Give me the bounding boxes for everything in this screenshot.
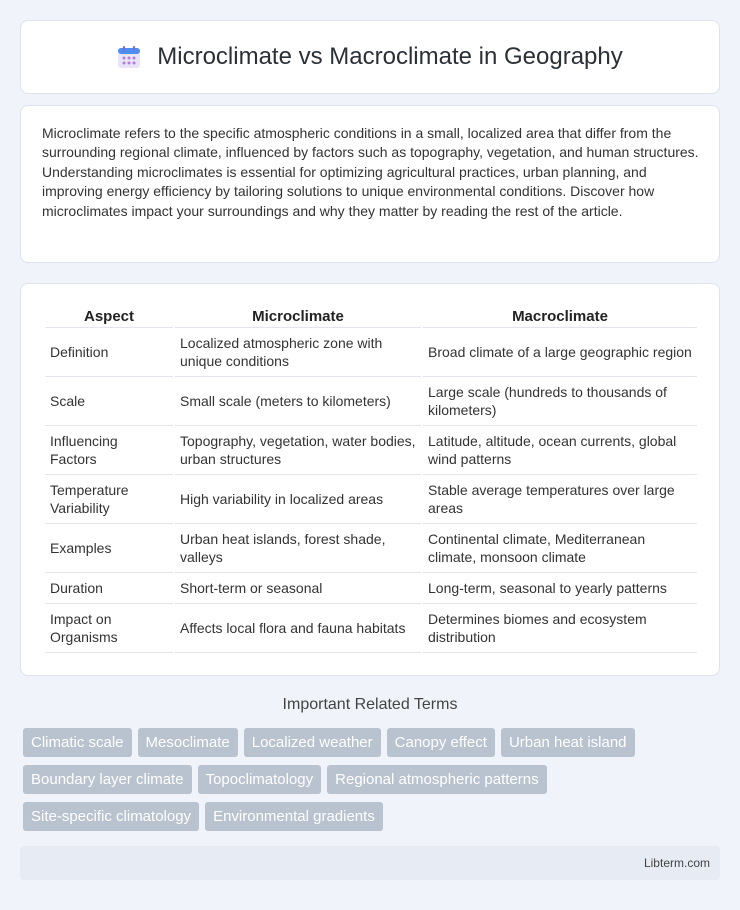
footer-site-link[interactable]: Libterm.com (643, 856, 710, 870)
tag-link[interactable]: Regional atmospheric patterns (327, 765, 546, 794)
related-terms-title: Important Related Terms (282, 696, 458, 713)
tag-link[interactable]: Topoclimatology (198, 765, 322, 794)
table-cell: Large scale (hundreds to thousands of kilometers) (423, 377, 697, 426)
column-header-macroclimate: Macroclimate (423, 304, 697, 328)
table-row (45, 524, 697, 573)
intro-text: Microclimate refers to the specific atmospheric conditions in a small, localized area that differ from the surrounding regional climate, influenced by factors such as topography, vegetation, and human structures. Understanding microclimates is essential for optimizing agricultural practices, urban planning, and improving energy efficiency by tailoring solutions to unique environmental conditions. Discover how microclimates impact your surroundings and why they matter by reading the rest of the article. (42, 125, 699, 219)
tag-row (23, 728, 723, 757)
tag-link[interactable]: Climatic scale (23, 728, 132, 757)
tag-link[interactable]: Boundary layer climate (23, 765, 192, 794)
table-cell: Affects local flora and fauna habitats (175, 604, 421, 653)
table-cell: Impact on Organisms (45, 604, 173, 653)
tag-link[interactable]: Site-specific climatology (23, 802, 199, 831)
table-cell: Duration (45, 573, 173, 604)
tag-link[interactable]: Environmental gradients (205, 802, 383, 831)
table-cell: Continental climate, Mediterranean climate, monsoon climate (423, 524, 697, 573)
table-row (45, 377, 697, 426)
tag-link[interactable]: Canopy effect (387, 728, 495, 757)
tag-row (23, 802, 723, 831)
table-cell: Localized atmospheric zone with unique conditions (175, 328, 421, 377)
table-header-row (45, 304, 697, 328)
tag-row (23, 765, 723, 794)
intro-card (20, 105, 720, 263)
table-cell: High variability in localized areas (175, 475, 421, 524)
table-row (45, 573, 697, 604)
related-terms-tags (23, 728, 723, 839)
table-cell: Temperature Variability (45, 475, 173, 524)
table-cell: Latitude, altitude, ocean currents, global wind patterns (423, 426, 697, 475)
calendar-icon (117, 45, 141, 69)
table-cell: Urban heat islands, forest shade, valleys (175, 524, 421, 573)
table-cell: Scale (45, 377, 173, 426)
column-header-aspect: Aspect (45, 304, 173, 328)
table-row (45, 475, 697, 524)
table-row (45, 426, 697, 475)
tag-link[interactable]: Localized weather (244, 728, 381, 757)
table-cell: Definition (45, 328, 173, 377)
page-title: Microclimate vs Macroclimate in Geography (157, 43, 623, 70)
comparison-table (43, 304, 699, 653)
table-cell: Determines biomes and ecosystem distribution (423, 604, 697, 653)
table-cell: Influencing Factors (45, 426, 173, 475)
table-cell: Broad climate of a large geographic region (423, 328, 697, 377)
table-cell: Topography, vegetation, water bodies, urban structures (175, 426, 421, 475)
table-row (45, 328, 697, 377)
column-header-microclimate: Microclimate (175, 304, 421, 328)
header-card (20, 20, 720, 94)
comparison-table-card (20, 283, 720, 676)
table-cell: Short-term or seasonal (175, 573, 421, 604)
table-cell: Stable average temperatures over large areas (423, 475, 697, 524)
table-cell: Examples (45, 524, 173, 573)
tag-link[interactable]: Urban heat island (501, 728, 635, 757)
table-cell: Long-term, seasonal to yearly patterns (423, 573, 697, 604)
table-row (45, 604, 697, 653)
table-cell: Small scale (meters to kilometers) (175, 377, 421, 426)
footer (20, 846, 720, 880)
tag-link[interactable]: Mesoclimate (138, 728, 238, 757)
